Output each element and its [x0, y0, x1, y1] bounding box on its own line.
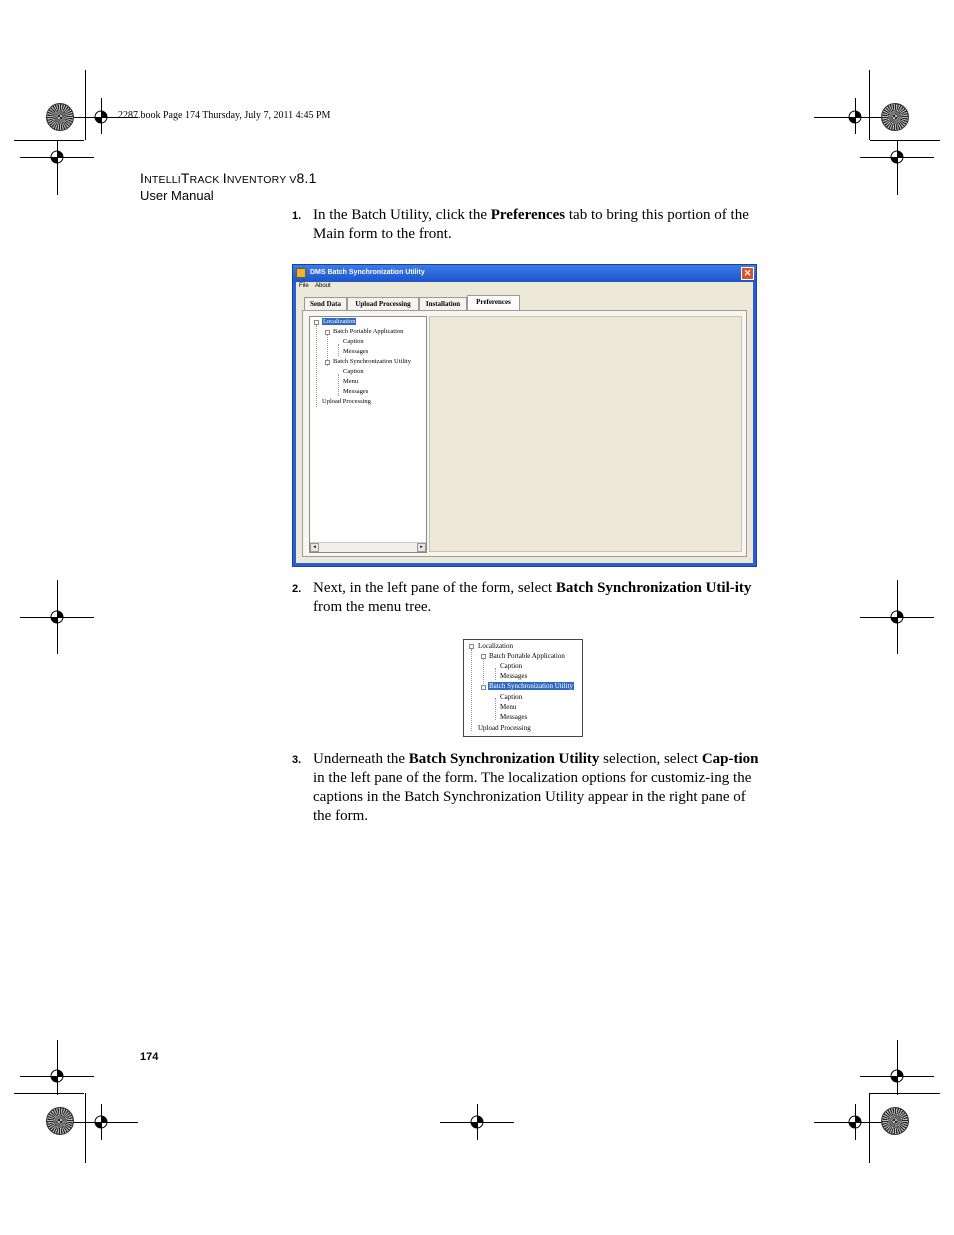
menu-file[interactable]: File — [299, 283, 309, 289]
tab-preferences[interactable]: Preferences — [467, 295, 520, 310]
horizontal-scrollbar[interactable] — [310, 542, 426, 552]
tree-node-upload-processing[interactable]: Upload Processing — [478, 724, 531, 732]
tree-node-localization[interactable]: Localization — [478, 642, 513, 650]
step-1 — [292, 206, 762, 244]
tab-upload-processing[interactable]: Upload Processing — [347, 297, 419, 310]
menu-bar — [296, 282, 753, 292]
scroll-right-icon[interactable]: ▸ — [417, 543, 426, 552]
starburst-mark-icon — [881, 103, 909, 131]
batch-utility-window-screenshot — [292, 264, 757, 567]
menu-tree-screenshot — [463, 639, 583, 737]
localization-options-pane — [429, 316, 742, 552]
collapse-icon[interactable] — [481, 654, 486, 659]
tree-node-menu[interactable]: Menu — [500, 703, 517, 711]
step-text: Underneath the Batch Synchronization Utility selection, select Cap-tion in the left pane of the form. The localization options for customiz-ing the captions in the Batch Synchronization Utility appear in the right pane of the form. — [313, 751, 759, 824]
menu-tree — [309, 316, 427, 553]
collapse-icon[interactable] — [481, 685, 486, 690]
starburst-mark-icon — [46, 1107, 74, 1135]
tab-send-data[interactable]: Send Data — [304, 297, 347, 310]
preferences-panel — [302, 310, 747, 557]
tree-node-batch-portable-application[interactable]: Batch Portable Application — [489, 652, 565, 660]
app-icon — [296, 268, 306, 278]
tree-node-batch-synchronization-utility[interactable]: Batch Synchronization Utility — [489, 682, 573, 690]
starburst-mark-icon — [881, 1107, 909, 1135]
menu-about[interactable]: About — [315, 283, 331, 289]
tree-node-caption[interactable]: Caption — [343, 338, 364, 345]
starburst-mark-icon — [46, 103, 74, 131]
step-text: In the Batch Utility, click the Preferences tab to bring this portion of the Main form to the front. — [313, 207, 749, 242]
tree-node-batch-synchronization-utility[interactable]: Batch Synchronization Utility — [333, 358, 411, 365]
tree-node-messages[interactable]: Messages — [343, 348, 369, 355]
close-icon[interactable]: ✕ — [741, 267, 754, 280]
collapse-icon[interactable] — [314, 320, 319, 325]
tree-node-menu[interactable]: Menu — [343, 378, 359, 385]
collapse-icon[interactable] — [469, 644, 474, 649]
step-3 — [292, 750, 762, 826]
tree-node-upload-processing[interactable]: Upload Processing — [322, 398, 371, 405]
collapse-icon[interactable] — [325, 360, 330, 365]
tree-node-messages[interactable]: Messages — [343, 388, 369, 395]
collapse-icon[interactable] — [325, 330, 330, 335]
window-title: DMS Batch Synchronization Utility — [310, 269, 425, 276]
step-2 — [292, 579, 762, 617]
running-header-title: INTELLITRACK INVENTORY V8.1 — [140, 170, 317, 186]
title-bar — [293, 265, 756, 282]
page-number: 174 — [140, 1051, 159, 1063]
tree-node-caption[interactable]: Caption — [500, 662, 523, 670]
tab-installation[interactable]: Installation — [419, 297, 467, 310]
step-number: 2. — [292, 583, 302, 595]
step-number: 1. — [292, 210, 302, 222]
step-text: Next, in the left pane of the form, select Batch Synchronization Util-ity from the menu tree. — [313, 580, 752, 615]
window-client — [296, 282, 753, 563]
tree-node-messages[interactable]: Messages — [500, 713, 528, 721]
step-number: 3. — [292, 754, 302, 766]
tree-node-messages[interactable]: Messages — [500, 672, 528, 680]
scroll-left-icon[interactable]: ◂ — [310, 543, 319, 552]
print-slug: 2287.book Page 174 Thursday, July 7, 2011 4:45 PM — [118, 110, 331, 121]
running-header-subtitle: User Manual — [140, 188, 214, 203]
tree-node-batch-portable-application[interactable]: Batch Portable Application — [333, 328, 404, 335]
tree-node-caption[interactable]: Caption — [343, 368, 364, 375]
tree-node-caption[interactable]: Caption — [500, 693, 523, 701]
tree-node-localization[interactable]: Localization — [323, 318, 356, 325]
